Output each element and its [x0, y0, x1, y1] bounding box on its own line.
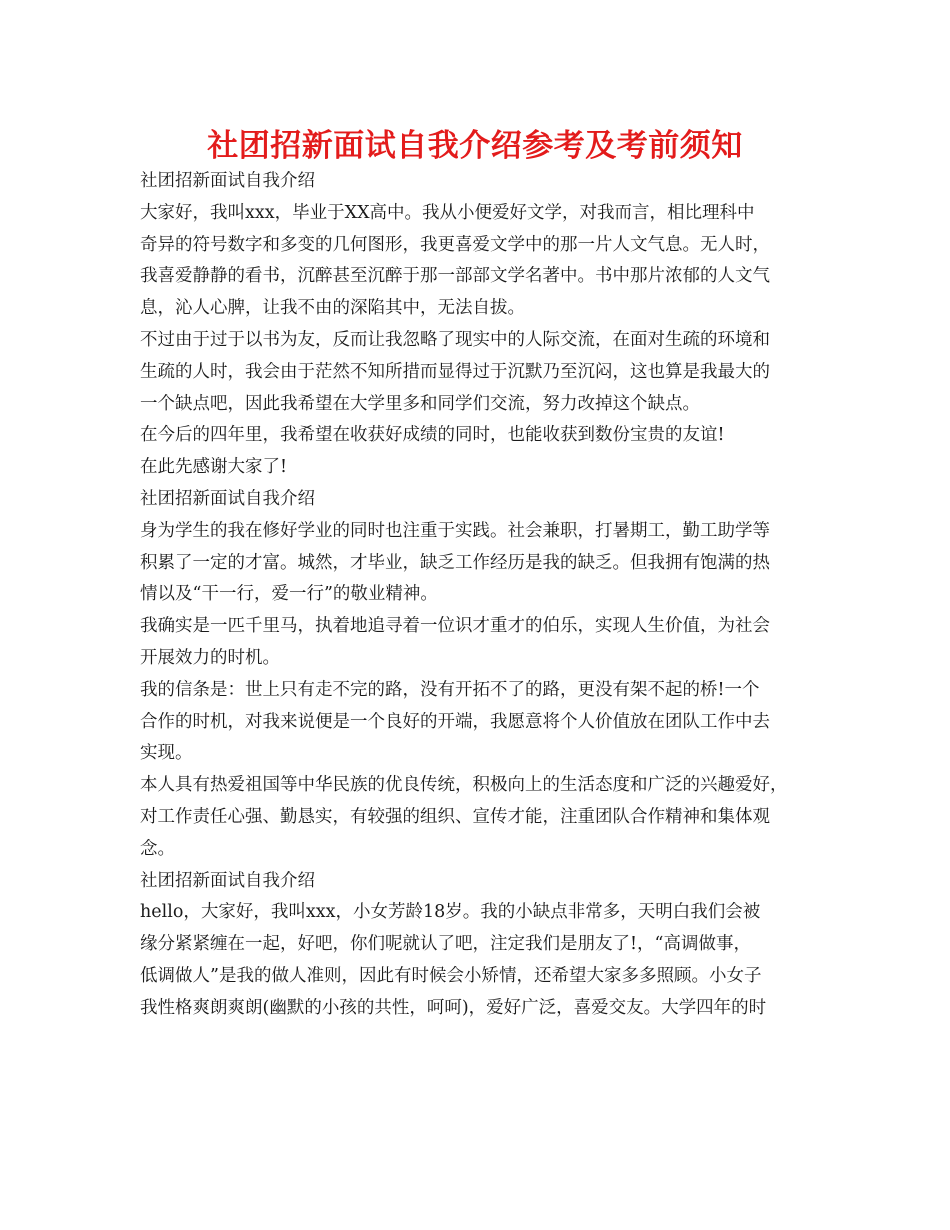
- document-body: [140, 166, 840, 1025]
- text-line: hello，大家好，我叫xxx，小女芳龄18岁。我的小缺点非常多，天明白我们会被: [140, 902, 761, 923]
- text-line: 低调做人”是我的做人准则，因此有时候会小矫情，还希望大家多多照顾。小女子: [140, 965, 762, 986]
- text-line: 奇异的符号数字和多变的几何图形，我更喜爱文学中的那一片人文气息。无人时，: [140, 234, 770, 255]
- text-line: 我的信条是：世上只有走不完的路，没有开拓不了的路，更没有架不起的桥!一个: [140, 679, 760, 700]
- text-line: 念。: [140, 838, 175, 859]
- text-line: 合作的时机，对我来说便是一个良好的开端，我愿意将个人价值放在团队工作中去: [140, 711, 770, 732]
- text-line: 社团招新面试自我介绍: [140, 488, 315, 509]
- text-line: 一个缺点吧，因此我希望在大学里多和同学们交流，努力改掉这个缺点。: [140, 393, 700, 414]
- text-line: 大家好，我叫xxx，毕业于XX高中。我从小便爱好文学，对我而言，相比理科中: [140, 202, 755, 223]
- text-line: 不过由于过于以书为友，反而让我忽略了现实中的人际交流，在面对生疏的环境和: [140, 329, 770, 350]
- text-line: 积累了一定的才富。城然，才毕业，缺乏工作经历是我的缺乏。但我拥有饱满的热: [140, 552, 770, 573]
- text-line: 情以及“干一行，爱一行”的敬业精神。: [140, 584, 438, 605]
- text-line: 开展效力的时机。: [140, 647, 280, 668]
- text-line: 社团招新面试自我介绍: [140, 870, 315, 891]
- text-line: 对工作责任心强、勤恳实，有较强的组织、宣传才能，注重团队合作精神和集体观: [140, 806, 770, 827]
- text-line: 身为学生的我在修好学业的同时也注重于实践。社会兼职，打暑期工，勤工助学等: [140, 520, 770, 541]
- text-line: 我性格爽朗爽朗(幽默的小孩的共性，呵呵)，爱好广泛，喜爱交友。大学四年的时: [140, 997, 767, 1018]
- text-line: 息，沁人心脾，让我不由的深陷其中，无法自拔。: [140, 298, 525, 319]
- text-line: 生疏的人时，我会由于茫然不知所措而显得过于沉默乃至沉闷，这也算是我最大的: [140, 361, 770, 382]
- text-line: 实现。: [140, 743, 193, 764]
- text-line: 在今后的四年里，我希望在收获好成绩的同时，也能收获到数份宝贵的友谊!: [140, 425, 725, 446]
- text-line: 我确实是一匹千里马，执着地追寻着一位识才重才的伯乐，实现人生价值，为社会: [140, 616, 770, 637]
- text-line: 我喜爱静静的看书，沉醉甚至沉醉于那一部部文学名著中。书中那片浓郁的人文气: [140, 266, 770, 287]
- text-line: 在此先感谢大家了!: [140, 457, 288, 478]
- document-title: 社团招新面试自我介绍参考及考前须知: [207, 128, 743, 164]
- text-line: 社团招新面试自我介绍: [140, 171, 315, 191]
- text-line: 本人具有热爱祖国等中华民族的优良传统，积极向上的生活态度和广泛的兴趣爱好，: [140, 775, 788, 796]
- text-line: 缘分紧紧缠在一起，好吧，你们呢就认了吧，注定我们是朋友了!，“高调做事，: [140, 934, 751, 955]
